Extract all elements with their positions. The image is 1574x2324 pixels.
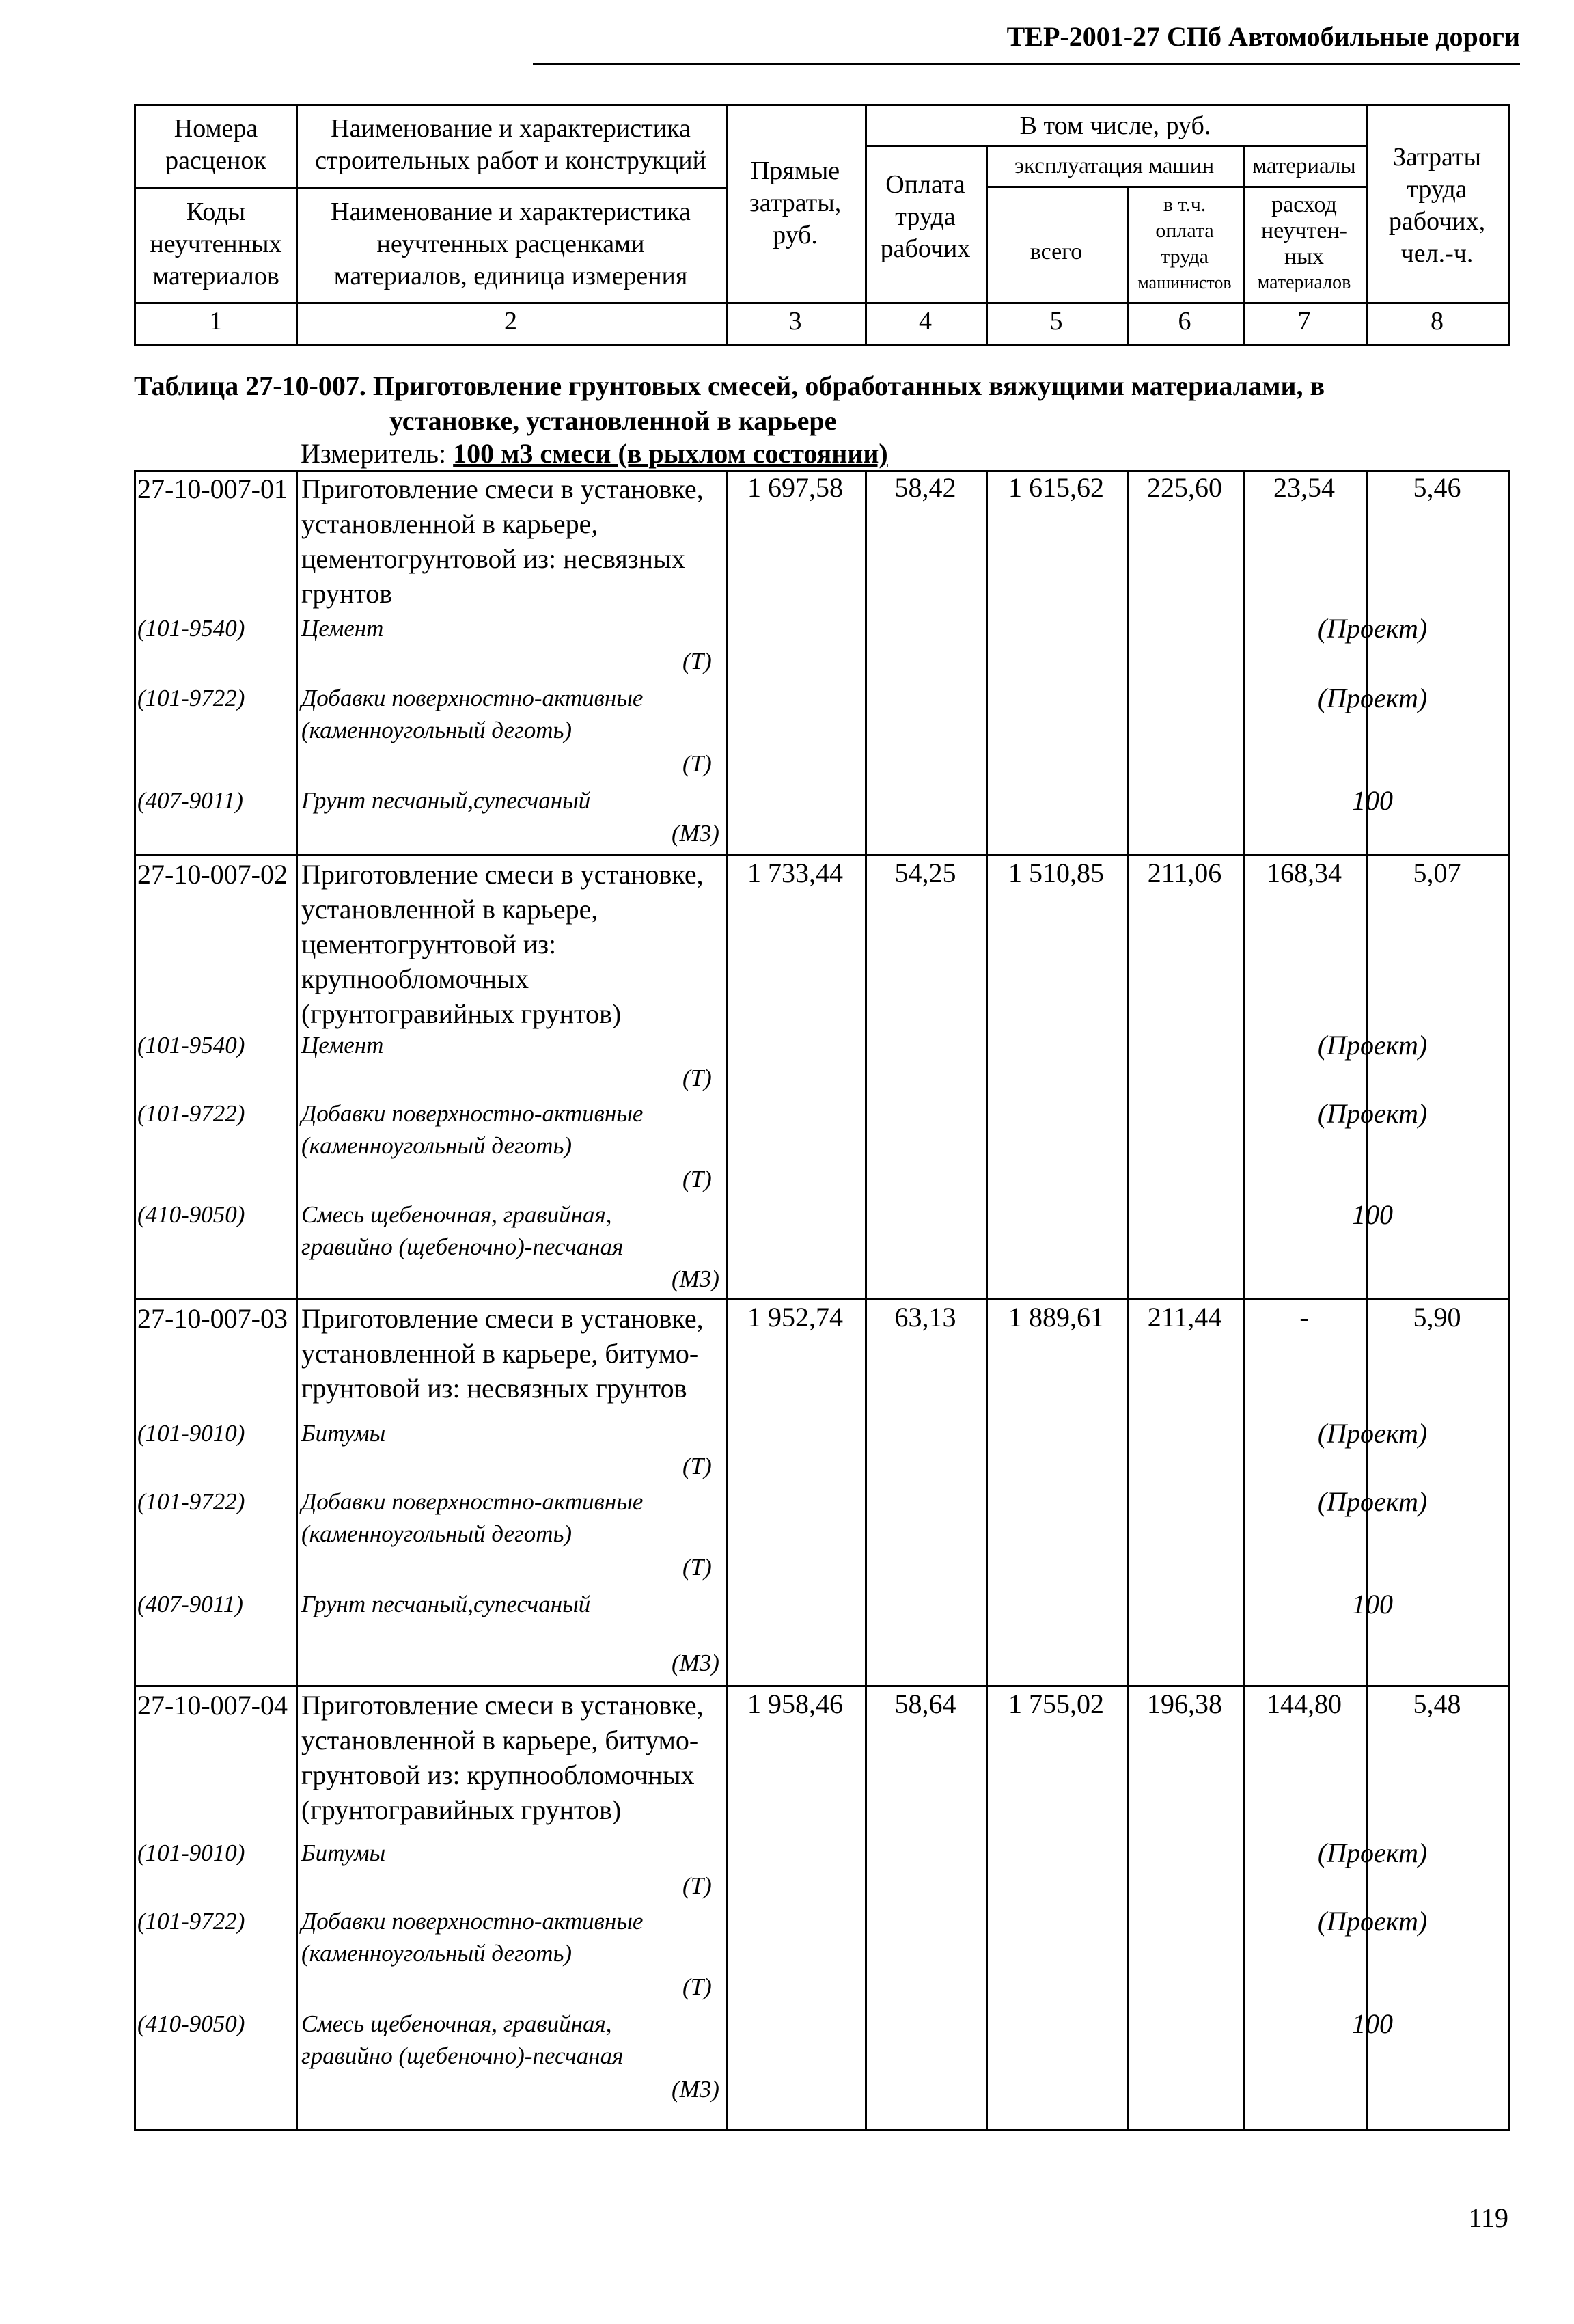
material-code: (101-9010) [137,1840,245,1866]
col5-header: всего [1030,239,1083,264]
material-name: Битумы [301,1420,386,1447]
col1-subheader: Коды неучтенных материалов [150,197,282,290]
material-unit: (Т) [682,1872,712,1899]
material-qty: 100 [1352,1589,1393,1619]
materials-cost: 23,54 [1273,472,1335,503]
material-name: Грунт песчаный,супесчаный [301,787,591,814]
column-header-table [134,104,1510,346]
header-rule [533,63,1520,65]
material-code: (101-9540) [137,1032,245,1058]
col8-header: Затраты труда рабочих, чел.-ч. [1388,143,1486,268]
material-qty: (Проект) [1317,613,1428,644]
material-qty: (Проект) [1317,1030,1428,1061]
labor-pay: 63,13 [894,1302,956,1332]
page-number: 119 [1468,2202,1508,2233]
direct-costs: 1 733,44 [747,858,843,888]
rate-code: 27-10-007-01 [137,474,288,504]
material-qty: (Проект) [1317,1906,1428,1937]
col-number: 5 [1049,307,1063,336]
rate-code: 27-10-007-02 [137,859,288,890]
material-unit: (М3) [672,2076,719,2103]
material-qty: 100 [1352,785,1393,816]
material-unit: (Т) [682,1453,712,1479]
labor-hours: 5,07 [1413,858,1461,888]
col-number: 6 [1178,307,1191,336]
rate-name: Приготовление смеси в установке, установленной в карьере, цементогрунтовой из: несвязных грунтов [301,474,704,609]
col-number: 8 [1431,307,1444,336]
material-name: Добавки поверхностно-активные (каменноугольный деготь) [301,1488,644,1547]
material-unit: (Т) [682,1973,712,2000]
direct-costs: 1 697,58 [747,472,843,503]
col-number: 7 [1297,307,1311,336]
machines-total: 1 615,62 [1008,472,1104,503]
material-code: (101-9010) [137,1420,245,1447]
machinists-pay: 211,44 [1147,1302,1222,1332]
col3-header: Прямые затраты, руб. [749,156,842,249]
col-number: 1 [209,307,223,336]
material-unit: (М3) [672,1266,719,1292]
labor-pay: 58,64 [894,1689,956,1719]
material-unit: (Т) [682,648,712,674]
material-code: (101-9722) [137,1100,245,1127]
rate-name: Приготовление смеси в установке, установленной в карьере, цементогрунтовой из: крупнообломочных (грунтогравийных грунтов) [301,859,704,1029]
material-unit: (Т) [682,1554,712,1581]
material-code: (101-9540) [137,615,245,642]
material-unit: (М3) [672,1650,719,1676]
rate-name: Приготовление смеси в установке, установленной в карьере, битумо- грунтовой из: крупнообломочных (грунтогравийных грунтов) [301,1690,704,1825]
machines-total: 1 755,02 [1008,1689,1104,1719]
table-title-line2: установке, установленной в карьере [389,405,837,436]
col1-header: Номера расценок [165,114,266,175]
materials-cost: 168,34 [1267,858,1342,888]
col6-header: в т.ч. оплата труда машинистов [1137,193,1232,292]
labor-hours: 5,46 [1413,472,1461,503]
labor-hours: 5,90 [1413,1302,1461,1332]
material-name: Добавки поверхностно-активные (каменноугольный деготь) [301,1908,644,1967]
material-code: (101-9722) [137,685,245,711]
machinists-pay: 211,06 [1147,858,1222,888]
rates-table [134,470,1510,2131]
material-qty: (Проект) [1317,1418,1428,1449]
direct-costs: 1 952,74 [747,1302,843,1332]
material-qty: (Проект) [1317,1486,1428,1517]
measure-unit: Измеритель: 100 м3 смеси (в рыхлом состоянии) [301,438,888,469]
col4-header: Оплата труда рабочих [880,170,971,263]
machines-header: эксплуатация машин [1014,154,1215,178]
material-name: Добавки поверхностно-активные (каменноугольный деготь) [301,685,644,743]
material-unit: (Т) [682,750,712,777]
col2-header: Наименование и характеристика строительных работ и конструкций [315,114,706,175]
material-name: Добавки поверхностно-активные (каменноугольный деготь) [301,1100,644,1159]
col-number: 3 [788,307,802,336]
material-code: (410-9050) [137,2010,245,2037]
material-name: Смесь щебеночная, гравийная, гравийно (щебеночно)-песчаная [301,2010,624,2069]
material-qty: (Проект) [1317,1837,1428,1868]
material-name: Грунт песчаный,супесчаный [301,1591,591,1617]
labor-pay: 58,42 [894,472,956,503]
material-code: (410-9050) [137,1201,245,1228]
rate-name: Приготовление смеси в установке, установленной в карьере, битумо- грунтовой из: несвязных грунтов [301,1303,704,1404]
material-code: (407-9011) [137,1591,243,1617]
materials-cost: 144,80 [1267,1689,1342,1719]
col-number: 4 [919,307,932,336]
materials-header: материалы [1252,154,1356,178]
material-name: Цемент [301,615,384,642]
material-unit: (Т) [682,1166,712,1192]
material-qty: 100 [1352,1199,1393,1230]
machines-total: 1 510,85 [1008,858,1104,888]
included-header: В том числе, руб. [1019,111,1211,140]
labor-hours: 5,48 [1413,1689,1461,1719]
material-code: (407-9011) [137,787,243,814]
direct-costs: 1 958,46 [747,1689,843,1719]
material-name: Смесь щебеночная, гравийная, гравийно (щебеночно)-песчаная [301,1201,624,1260]
material-code: (101-9722) [137,1908,245,1935]
material-name: Битумы [301,1840,386,1866]
material-unit: (Т) [682,1065,712,1091]
machinists-pay: 225,60 [1147,472,1222,503]
material-qty: 100 [1352,2008,1393,2039]
materials-cost: - [1299,1302,1309,1332]
material-code: (101-9722) [137,1488,245,1515]
col7-header: расход неучтен- ных материалов [1257,192,1351,293]
machines-total: 1 889,61 [1008,1302,1104,1332]
table-title: Таблица 27-10-007. Приготовление грунтовых смесей, обработанных вяжущими материалами, в [134,370,1325,401]
rate-code: 27-10-007-03 [137,1303,288,1334]
col-number: 2 [504,307,517,336]
machinists-pay: 196,38 [1147,1689,1222,1719]
labor-pay: 54,25 [894,858,956,888]
material-qty: (Проект) [1317,1098,1428,1129]
page-header: ТЕР-2001-27 СПб Автомобильные дороги [1006,21,1520,52]
rate-code: 27-10-007-04 [137,1690,288,1721]
material-unit: (М3) [672,820,719,847]
material-qty: (Проект) [1317,683,1428,713]
material-name: Цемент [301,1032,384,1058]
col2-subheader: Наименование и характеристика неучтенных расценками материалов, единица измерения [331,197,691,290]
